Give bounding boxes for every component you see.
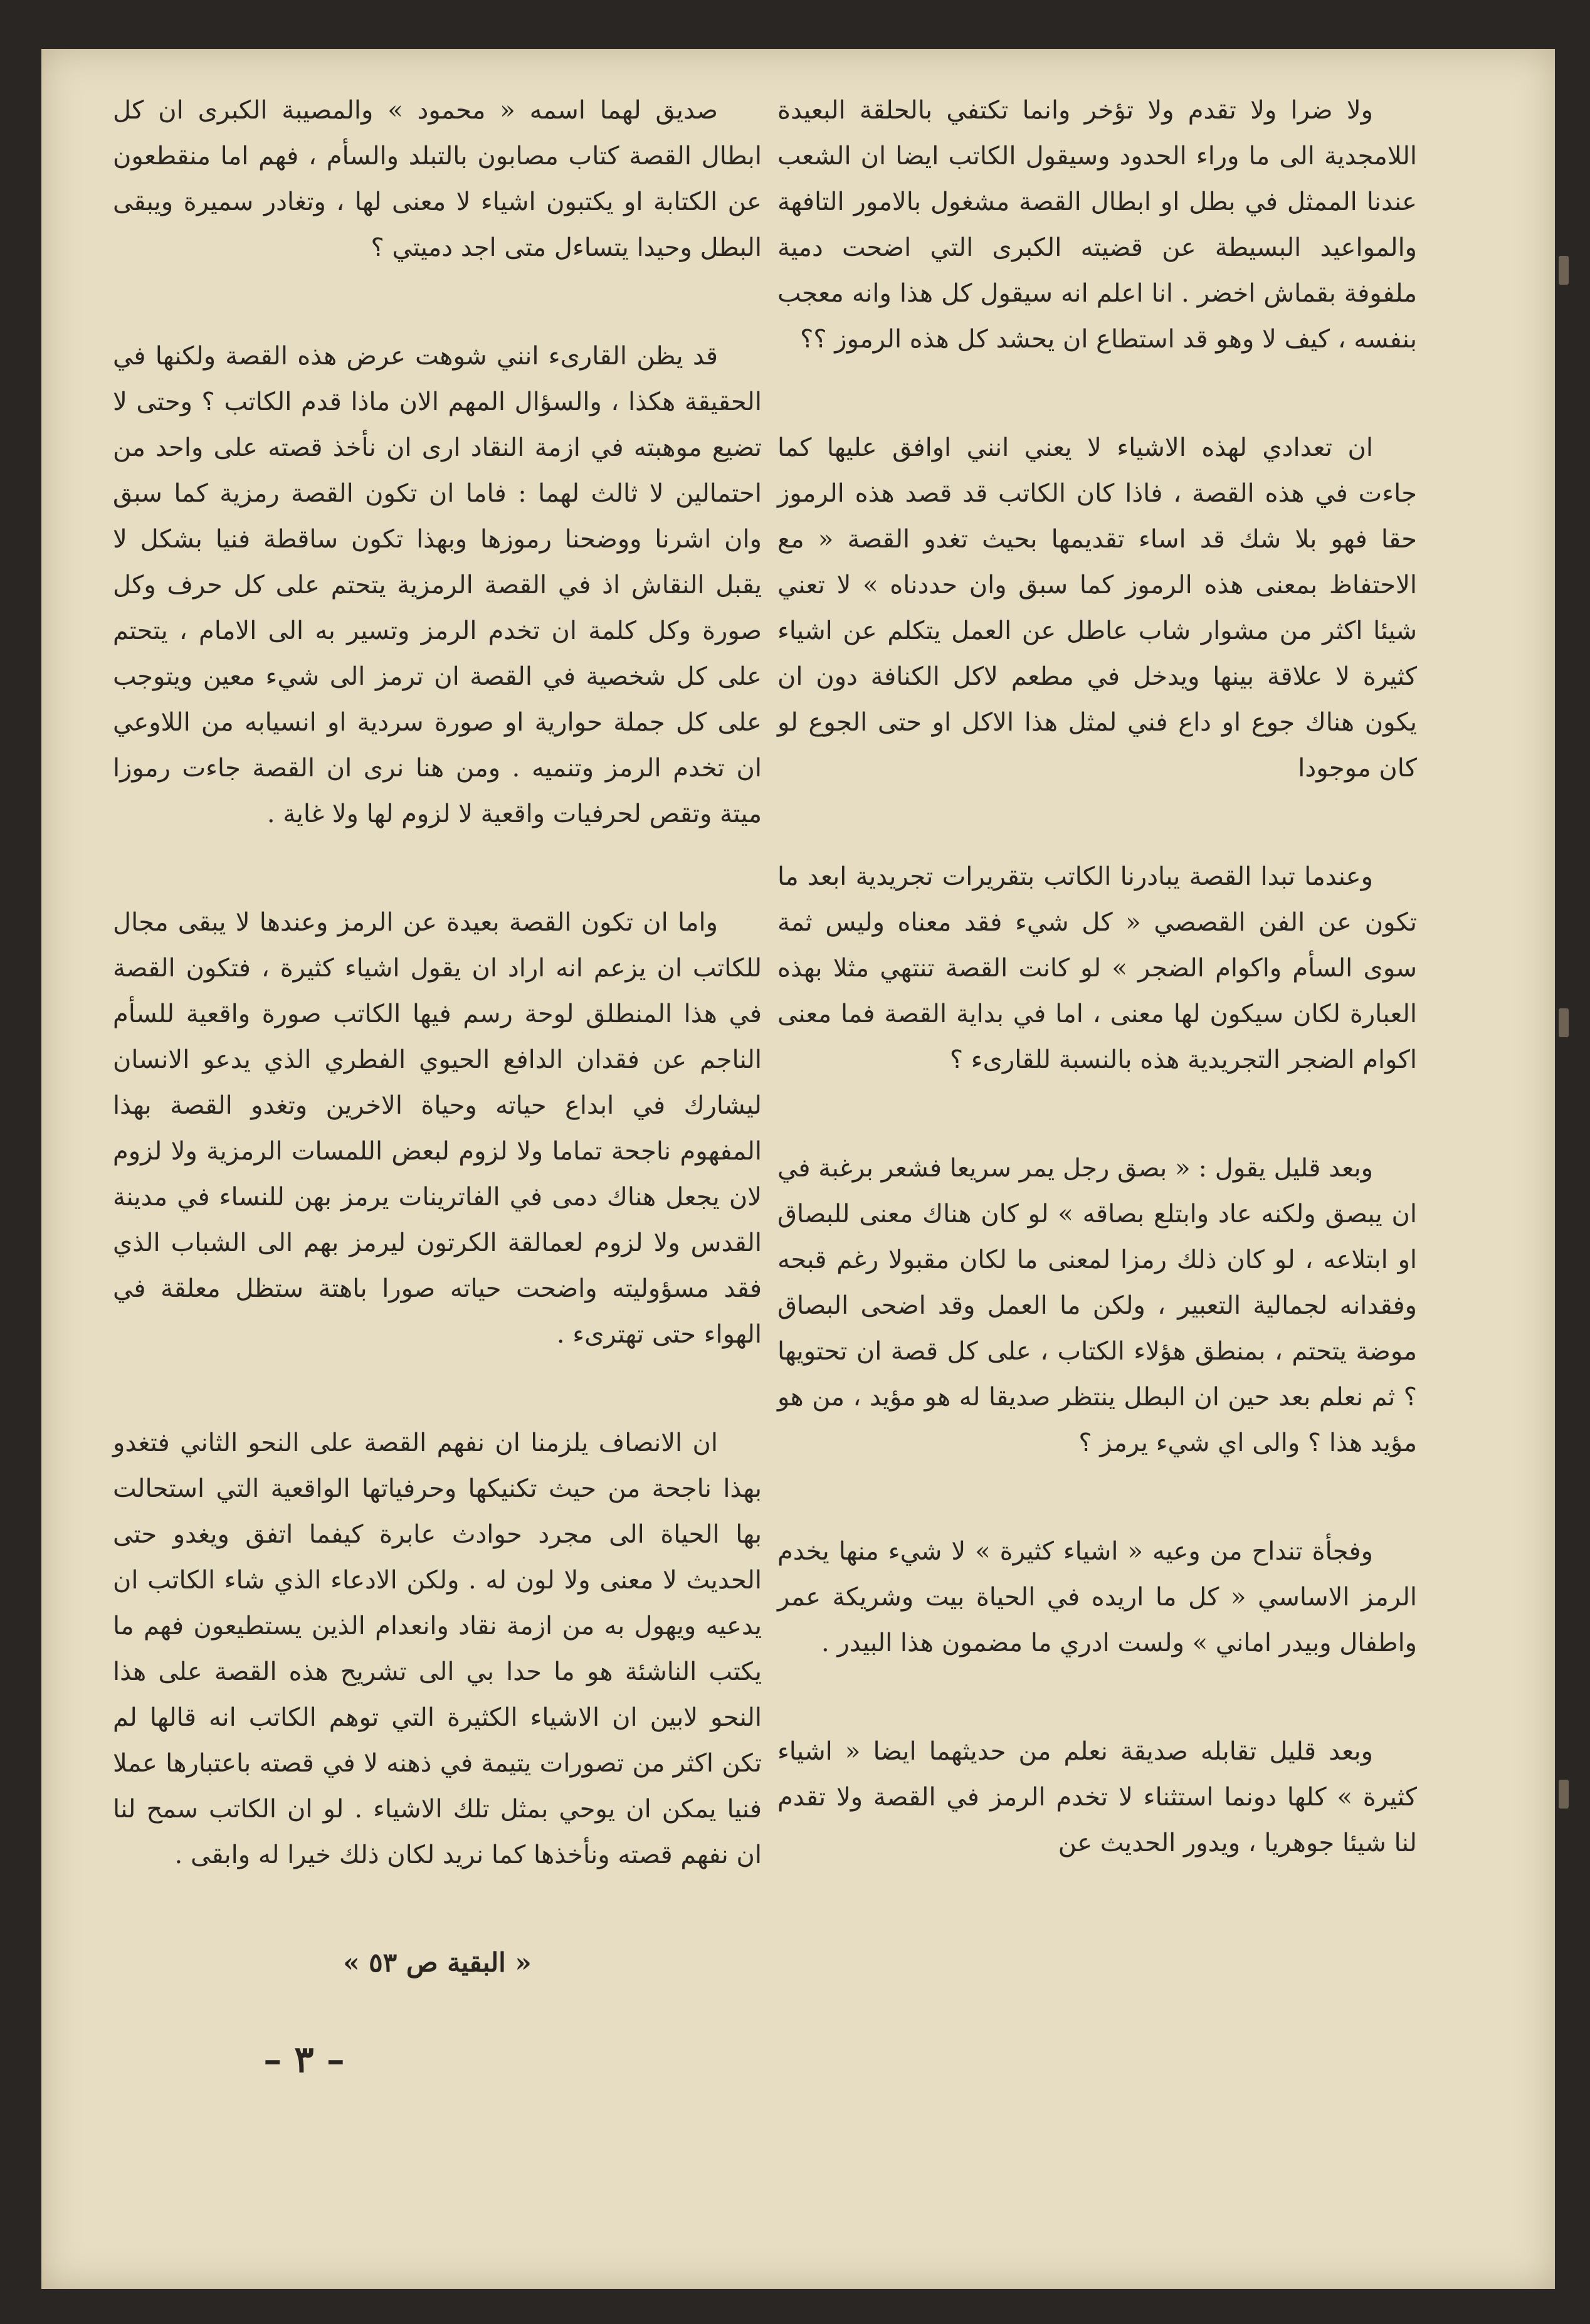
paragraph: قد يظن القارىء انني شوهت عرض هذه القصة ولكنها في الحقيقة هكذا ، والسؤال المهم الان ماذا قدم الكاتب ؟ وحتى لا تضيع موهبته في ازمة النقاد ارى ان نأخذ قصته على واحد من احتمالين لا ثالث لهما : فاما ان تكون القصة رمزية كما سبق وان اشرنا ووضحنا رموزها وبهذا تكون ساقطة فنيا بشكل لا يقبل النقاش اذ في القصة الرمزية يتحتم على كل حرف وكل صورة وكل كلمة ان تخدم الرمز وتسير به الى الامام ، يتحتم على كل شخصية في القصة ان ترمز الى شيء معين ويتوجب على كل جملة حوارية او صورة سردية او انسيابه من اللاوعي ان تخدم الرمز وتنميه . ومن هنا نرى ان القصة جاءت رموزا ميتة وتقص لحرفيات واقعية لا لزوم لها ولا غاية . (113, 342, 762, 828)
paragraph: ان تعدادي لهذه الاشياء لا يعني انني اوافق عليها كما جاءت في هذه القصة ، فاذا كان الكاتب قد قصد هذه الرموز حقا فهو بلا شك قد اساء تقديمها بحيث تغدو القصة « مع الاحتفاظ بمعنى هذه الرموز كما سبق وان حددناه » لا تعني شيئا اكثر من مشوار شاب عاطل عن العمل يتكلم عن اشياء كثيرة لا علاقة بينها ويدخل في مطعم لاكل الكنافة دون ان يكون هناك جوع او داع فني لمثل هذا الاكل او حتى الجوع لو كان موجودا (777, 433, 1417, 783)
left-text-column (113, 88, 762, 1941)
staple-mark-middle (1559, 1008, 1569, 1037)
staple-mark-bottom (1559, 1780, 1569, 1809)
paragraph: ان الانصاف يلزمنا ان نفهم القصة على النحو الثاني فتغدو بهذا ناجحة من حيث تكنيكها وحرفياتها الواقعية التي استحالت بها الحياة الى مجرد حوادث عابرة كيفما اتفق ويغدو حتى الحديث لا معنى ولا لون له . ولكن الادعاء الذي شاء الكاتب ان يدعيه ويهول به من ازمة نقاد وانعدام الذين يستطيعون فهم ما يكتب الناشئة هو ما حدا بي الى تشريح هذه القصة على هذا النحو لابين ان الاشياء الكثيرة التي توهم الكاتب انه قالها لم تكن اكثر من تصورات يتيمة في ذهنه لا في قصته باعتبارها عملا فنيا يمكن ان يوحي بمثل تلك الاشياء . لو ان الكاتب سمح لنا ان نفهم قصته ونأخذها كما نريد لكان ذلك خيرا له وابقى . (113, 1429, 762, 1869)
paragraph: وعندما تبدا القصة يبادرنا الكاتب بتقريرات تجريدية ابعد ما تكون عن الفن القصصي « كل شيء فقد معناه وليس ثمة سوى السأم واكوام الضجر » لو كانت القصة تنتهي مثلا بهذه العبارة لكان سيكون لها معنى ، اما في بداية القصة فما معنى اكوام الضجر التجريدية هذه بالنسبة للقارىء ؟ (777, 862, 1417, 1074)
continued-on-page-note: « البقية ص ٥٣ » (343, 1947, 532, 1978)
paragraph: وفجأة تنداح من وعيه « اشياء كثيرة » لا شيء منها يخدم الرمز الاساسي « كل ما اريده في الحياة بيت وشريكة عمر واطفال وبيدر اماني » ولست ادري ما مضمون هذا البيدر . (777, 1537, 1417, 1657)
paragraph: واما ان تكون القصة بعيدة عن الرمز وعندها لا يبقى مجال للكاتب ان يزعم انه اراد ان يقول اشياء كثيرة ، فتكون القصة في هذا المنطلق لوحة رسم فيها الكاتب صورة واقعية للسأم الناجم عن فقدان الدافع الحيوي الفطري الذي يدعو الانسان ليشارك في ابداع حياته وحياة الاخرين وتغدو القصة بهذا المفهوم ناجحة تماما ولا لزوم لبعض اللمسات الرمزية ولا لزوم لان يجعل هناك دمى في الفاترينات يرمز بهن للنساء في مدينة القدس ولا لزوم لعمالقة الكرتون ليرمز بهم الى الشباب الذي فقد مسؤوليته واضحت حياته صورا باهتة ستظل معلقة في الهواء حتى تهترىء . (113, 908, 762, 1349)
staple-mark-top (1559, 256, 1569, 285)
paragraph: وبعد قليل يقول : « بصق رجل يمر سريعا فشعر برغبة في ان يبصق ولكنه عاد وابتلع بصاقه » لو كان هناك معنى للبصاق او ابتلاعه ، لو كان ذلك رمزا لمعنى ما لكان مقبولا رغم قبحه وفقدانه لجمالية التعبير ، ولكن ما العمل وقد اضحى البصاق موضة يتحتم ، بمنطق هؤلاء الكتاب ، على كل قصة ان تحتويها ؟ ثم نعلم بعد حين ان البطل ينتظر صديقا له هو مؤيد ، من هو مؤيد هذا ؟ والى اي شيء يرمز ؟ (777, 1154, 1417, 1457)
paragraph: صديق لهما اسمه « محمود » والمصيبة الكبرى ان كل ابطال القصة كتاب مصابون بالتبلد والسأم ، فهم اما منقطعون عن الكتابة او يكتبون اشياء لا معنى لها ، وتغادر سميرة ويبقى البطل وحيدا يتساءل متى اجد دميتي ؟ (113, 96, 762, 262)
page-number: – ٣ – (263, 2038, 345, 2081)
right-text-column (777, 88, 1417, 1929)
paragraph: وبعد قليل تقابله صديقة نعلم من حديثهما ايضا « اشياء كثيرة » كلها دونما استثناء لا تخدم الرمز في القصة ولا تقدم لنا شيئا جوهريا ، ويدور الحديث عن (777, 1737, 1417, 1857)
paragraph: ولا ضرا ولا تقدم ولا تؤخر وانما تكتفي بالحلقة البعيدة اللامجدية الى ما وراء الحدود وسيقول الكاتب ايضا ان الشعب عندنا الممثل في بطل او ابطال القصة مشغول بالامور التافهة والمواعيد البسيطة عن قضيته الكبرى التي اضحت دمية ملفوفة بقماش اخضر . انا اعلم انه سيقول كل هذا وانه معجب بنفسه ، كيف لا وهو قد استطاع ان يحشد كل هذه الرموز ؟؟ (777, 96, 1417, 354)
